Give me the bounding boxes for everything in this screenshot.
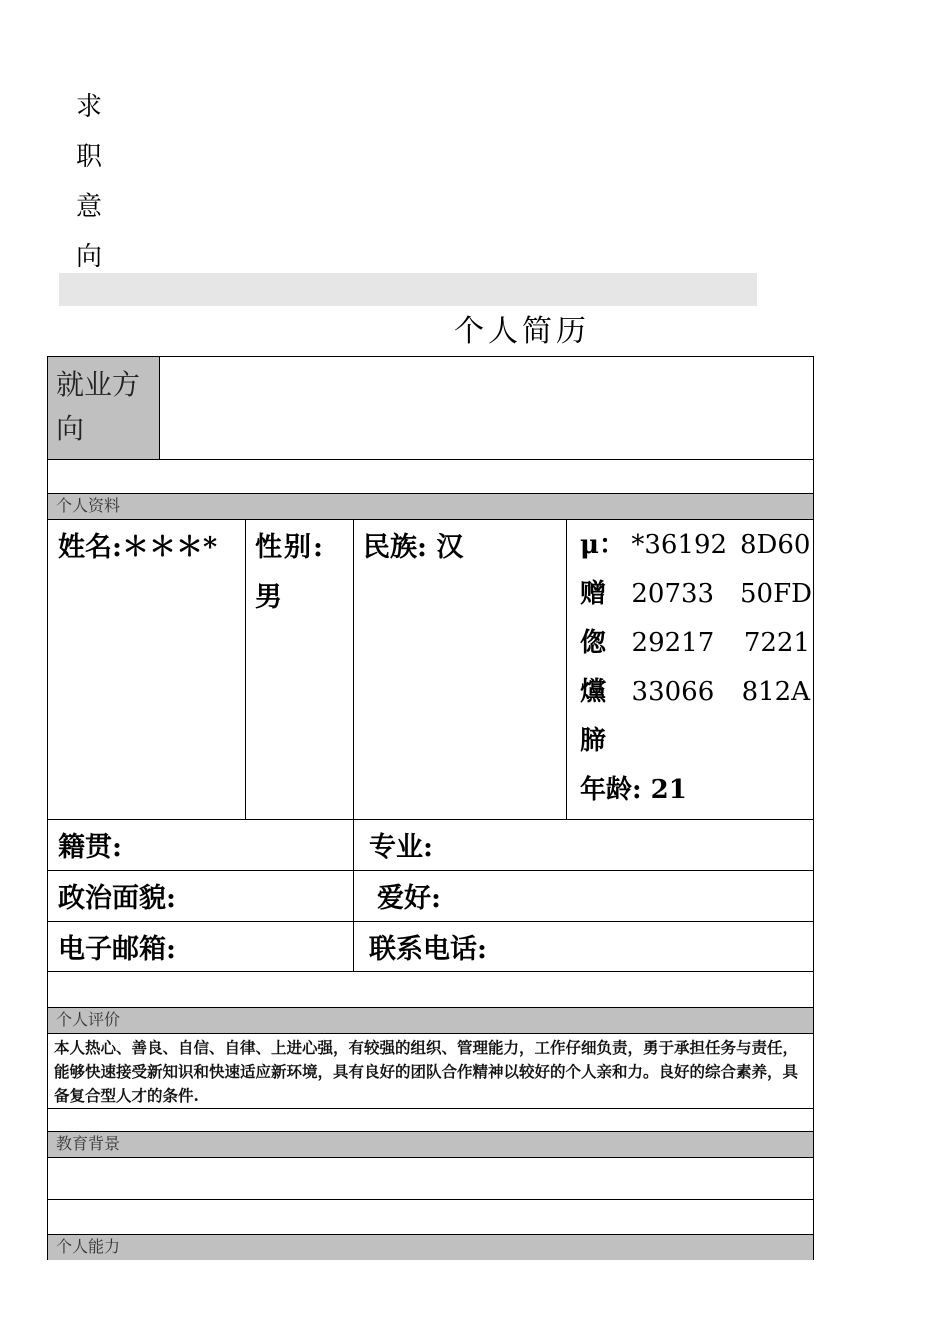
job-intent-char: 职 (76, 142, 103, 172)
ethnicity-field: 民族: 汉 (363, 532, 464, 563)
email-field: 电子邮箱: (58, 934, 176, 965)
table-divider (48, 1199, 813, 1200)
table-divider (48, 459, 813, 460)
id-cell: *36192 (631, 530, 728, 560)
header-divider-bar (59, 273, 757, 306)
table-divider (48, 1108, 813, 1109)
id-cell: μ： (580, 530, 626, 560)
table-divider (566, 519, 567, 819)
hobby-field: 爱好: (377, 883, 441, 914)
id-number-grid (580, 521, 810, 815)
id-row (580, 570, 810, 619)
id-cell: 50FD (740, 579, 812, 609)
table-divider (48, 971, 813, 972)
job-direction-label: 就业方向 (48, 357, 160, 459)
table-divider (48, 1157, 813, 1158)
hometown-field: 籍贯: (58, 832, 122, 863)
id-row (580, 619, 810, 668)
page-title: 个人简历 (454, 314, 590, 349)
id-cell: 29217 (631, 628, 715, 658)
id-row (580, 717, 810, 766)
section-education: 教育背景 (48, 1131, 813, 1157)
id-row (580, 668, 810, 717)
job-intent-char: 向 (76, 242, 103, 272)
id-cell: 腣 (580, 726, 607, 756)
age-field: 年龄: 21 (580, 775, 687, 805)
self-evaluation-text: 本人热心、善良、自信、自律、上进心强，有较强的组织、管理能力，工作仔细负责，勇于承担任务与责任，能够快速接受新知识和快速适应新环境，具有良好的团队合作精神以较好的个人亲和力。良好的综合素养，具备复合型人才的条件. (54, 1038, 799, 1105)
id-cell: 812A (741, 677, 810, 707)
job-intent-vertical (76, 82, 102, 282)
id-cell: 7221 (743, 628, 810, 658)
section-abilities: 个人能力 (48, 1234, 813, 1260)
section-personal-info: 个人资料 (48, 493, 813, 519)
id-row (580, 521, 810, 570)
job-intent-char: 求 (76, 92, 103, 122)
job-direction-value[interactable] (161, 357, 811, 459)
phone-field: 联系电话: (369, 934, 487, 965)
id-cell: 偬 (580, 628, 607, 658)
id-cell (741, 717, 810, 766)
name-field: 姓名:＊＊＊* (58, 532, 218, 563)
id-cell: 20733 (631, 579, 715, 609)
job-intent-char: 意 (76, 192, 103, 222)
id-cell: 8D60 (740, 530, 811, 560)
gender-field: 性别:男 (255, 532, 325, 613)
resume-table (47, 356, 814, 1260)
id-cell: 33066 (631, 677, 715, 707)
section-self-evaluation: 个人评价 (48, 1007, 813, 1033)
id-cell (632, 717, 741, 766)
id-cell: 赠 (580, 579, 607, 609)
major-field: 专业: (369, 832, 433, 863)
political-status-field: 政治面貌: (58, 883, 176, 914)
id-cell: 爣 (580, 677, 607, 707)
